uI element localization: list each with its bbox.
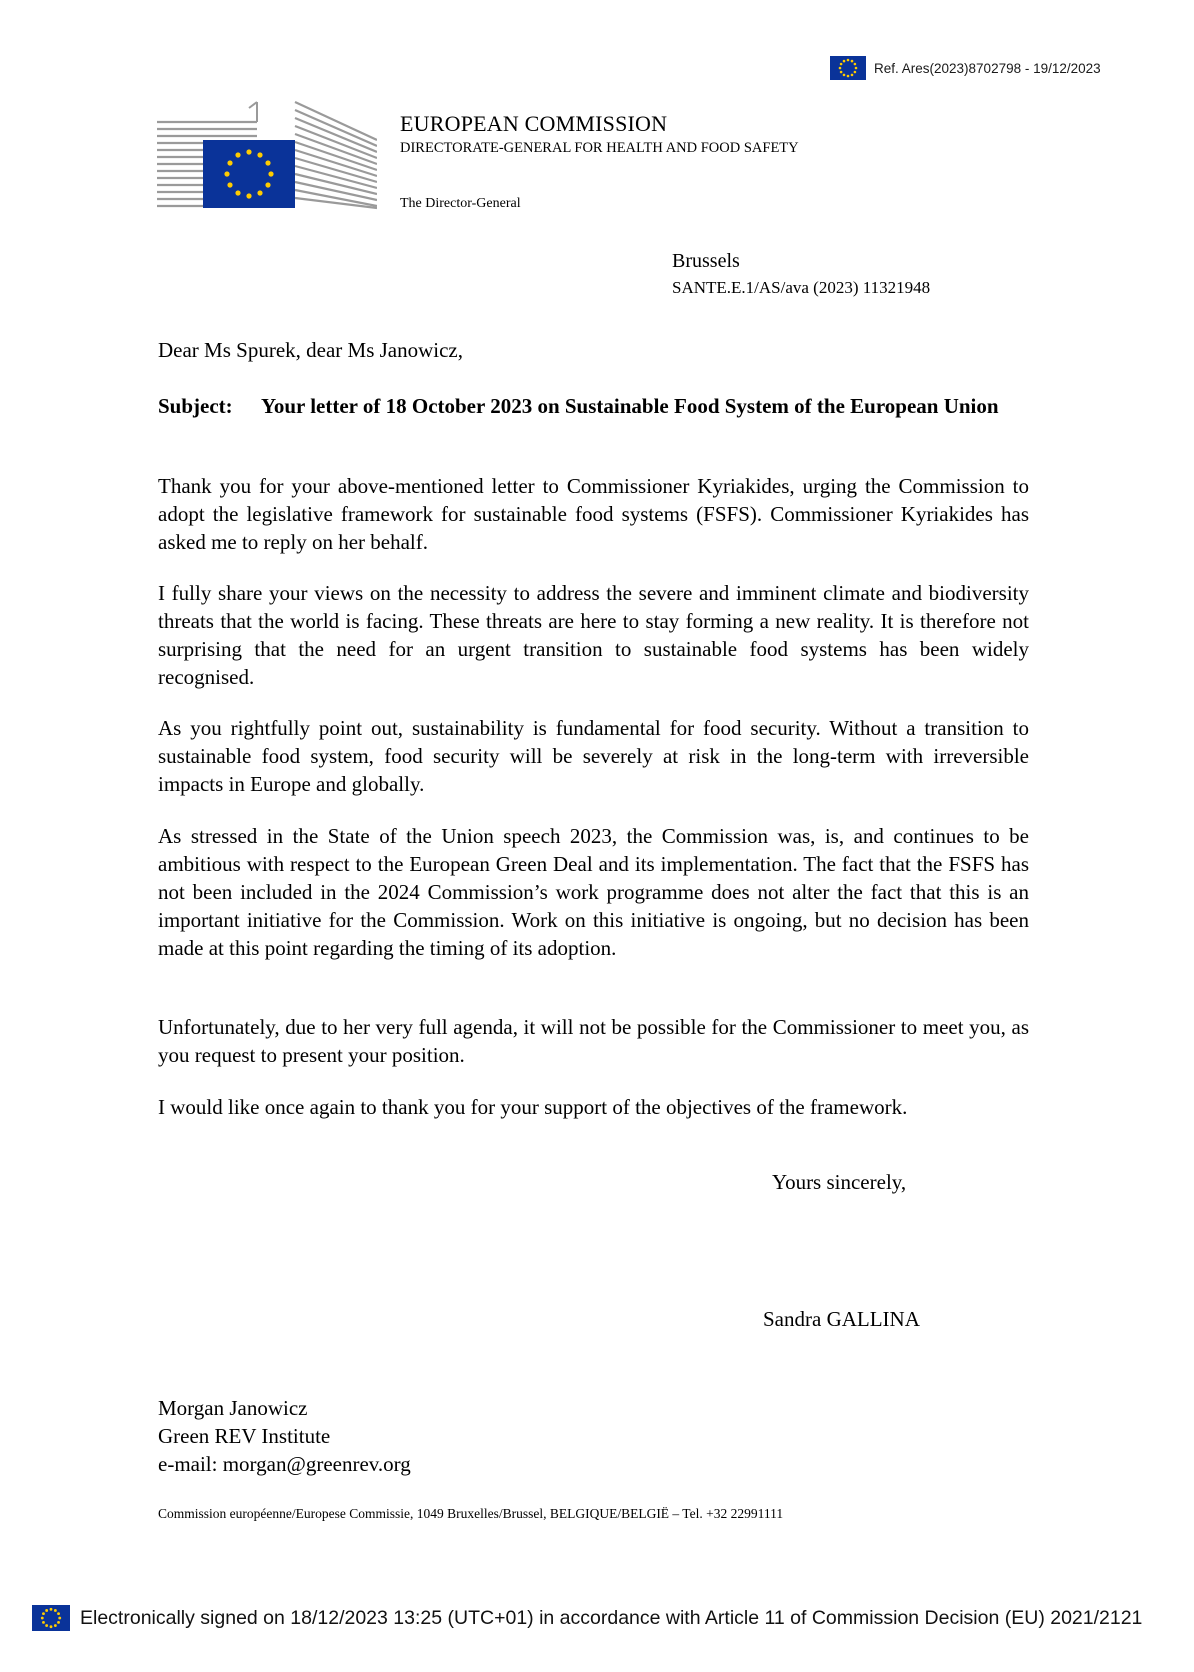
eu-flag-icon (830, 56, 866, 80)
closing-phrase: Yours sincerely, (772, 1170, 907, 1194)
commission-logo-icon (157, 100, 377, 210)
sender-title: The Director-General (400, 196, 521, 211)
addressee-email: e-mail: morgan@greenrev.org (158, 1452, 411, 1476)
directorate-name: DIRECTORATE-GENERAL FOR HEALTH AND FOOD SAFETY (400, 140, 799, 156)
paragraph: Unfortunately, due to her very full agenda, it will not be possible for the Commissioner to meet you, as you request to present your position. (158, 1015, 1029, 1067)
addressee-organisation: Green REV Institute (158, 1424, 331, 1448)
registration-stamp (830, 56, 1101, 80)
subject-line (158, 392, 1029, 420)
paragraph: I fully share your views on the necessity to address the severe and imminent climate and biodiversity threats that the world is facing. These threats are here to stay forming a new reality. It is therefore not surprising that the need for an urgent transition to sustainable food systems has been widely recognised. (158, 581, 1029, 689)
registration-reference: Ref. Ares(2023)8702798 - 19/12/2023 (874, 60, 1101, 76)
file-reference: SANTE.E.1/AS/ava (2023) 11321948 (672, 278, 931, 297)
paragraph: I would like once again to thank you for your support of the objectives of the framework. (158, 1095, 908, 1119)
subject-label: Subject: (158, 394, 233, 418)
eu-flag-icon (32, 1605, 70, 1631)
electronic-signature-notice (32, 1605, 1142, 1631)
paragraph: Thank you for your above-mentioned letter to Commissioner Kyriakides, urging the Commission to adopt the legislative framework for sustainable food systems (FSFS). Commissioner Kyriakides has asked me to reply on her behalf. (158, 474, 1029, 554)
paragraph: As stressed in the State of the Union speech 2023, the Commission was, is, and continues to be ambitious with respect to the European Green Deal and its implementation. The fact that the FSFS has not been included in the 2024 Commission’s work programme does not alter the fact that this is an important initiative for the Commission. Work on this initiative is ongoing, but no decision has been made at this point regarding the timing of its adoption. (158, 824, 1029, 960)
electronic-signature-text: Electronically signed on 18/12/2023 13:25 (UTC+01) in accordance with Article 11 of Commission Decision (EU) 2021/2121 (80, 1606, 1143, 1629)
paragraph: As you rightfully point out, sustainability is fundamental for food security. Without a transition to sustainable food system, food security will be severely at risk in the long-term with irreversible impacts in Europe and globally. (158, 716, 1029, 796)
addressee-block (158, 1394, 411, 1478)
addressee-name: Morgan Janowicz (158, 1396, 308, 1420)
organisation-name: EUROPEAN COMMISSION (400, 111, 668, 136)
subject-text: Your letter of 18 October 2023 on Sustainable Food System of the European Union (261, 394, 999, 418)
letter-place: Brussels (672, 250, 740, 272)
footer-address: Commission européenne/Europese Commissie, 1049 Bruxelles/Brussel, BELGIQUE/BELGIË – Tel. +32 22991111 (158, 1506, 784, 1521)
salutation: Dear Ms Spurek, dear Ms Janowicz, (158, 338, 464, 362)
signatory-name: Sandra GALLINA (763, 1307, 920, 1331)
